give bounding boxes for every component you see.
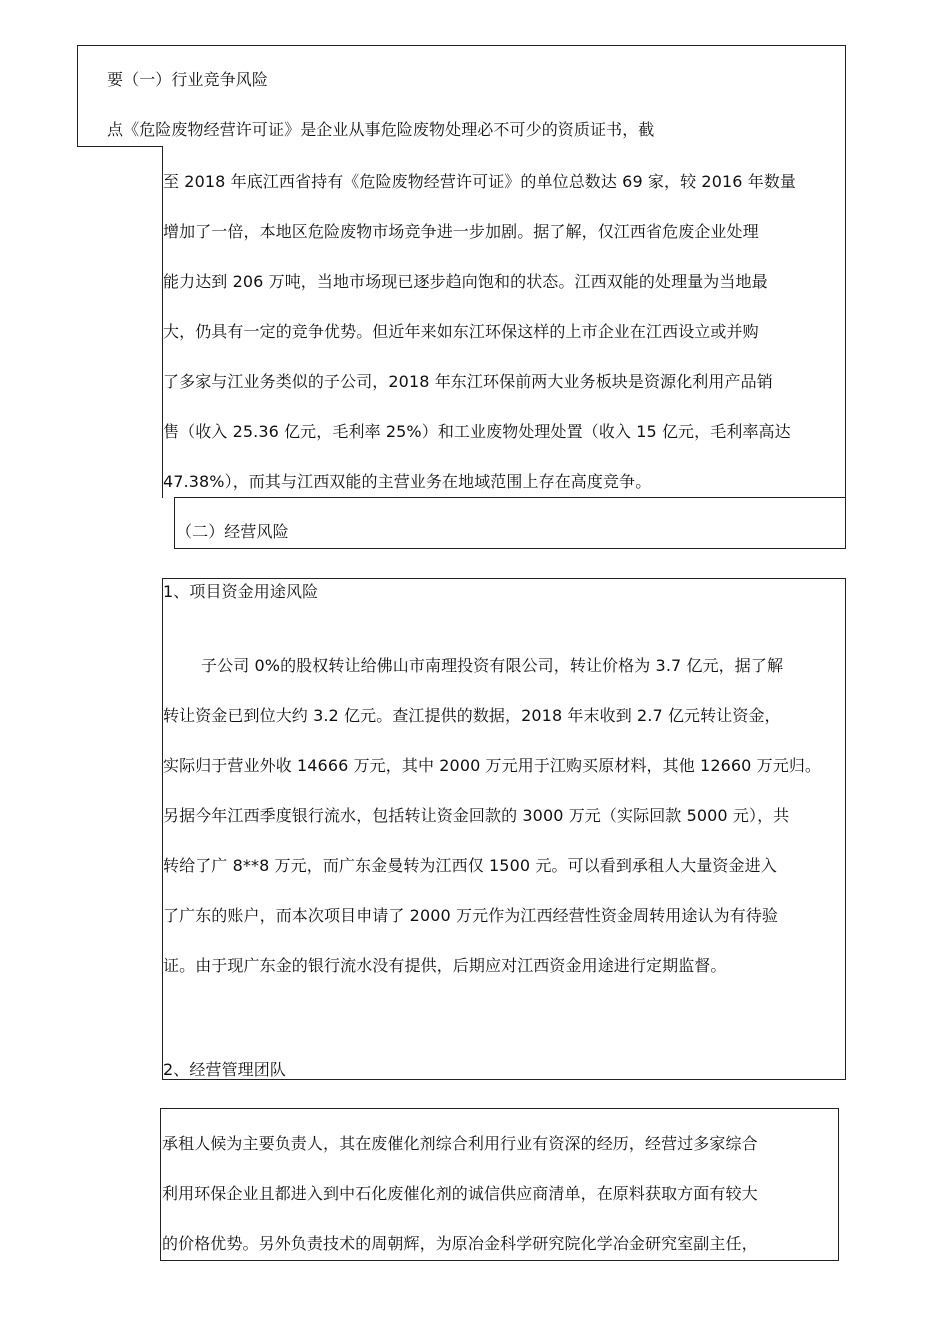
paragraph-line: 至 2018 年底江西省持有《危险废物经营许可证》的单位总数达 69 家，较 2016 年数量 [163,172,797,191]
paragraph-line: 增加了一倍，本地区危险废物市场竞争进一步加剧。据了解，仅江西省危废企业处理 [163,222,759,241]
paragraph-line: 大，仍具有一定的竞争优势。但近年来如东江环保这样的上市企业在江西设立或并购 [163,322,759,341]
section-2-heading: （二）经营风险 [176,522,289,541]
paragraph-line: 子公司 0%的股权转让给佛山市南理投资有限公司，转让价格为 3.7 亿元，据了解 [201,656,784,675]
paragraph-line: 的价格优势。另外负责技术的周朝辉，为原冶金科学研究院化学冶金研究室副主任， [162,1234,758,1253]
section-2-1-box [162,578,846,1080]
paragraph-line: 了广东的账户，而本次项目申请了 2000 万元作为江西经营性资金周转用途认为有待验 [163,906,778,925]
paragraph-line: 转让资金已到位大约 3.2 亿元。查江提供的数据，2018 年末收到 2.7 亿元转让资金， [163,706,781,725]
section-1-heading: 要（一）行业竞争风险 [107,70,269,89]
paragraph-line: 另据今年江西季度银行流水，包括转让资金回款的 3000 万元（实际回款 5000 元），共 [163,806,790,825]
paragraph-line: 承租人候为主要负责人，其在废催化剂综合利用行业有资深的经历，经营过多家综合 [162,1134,758,1153]
paragraph-line: 了多家与江业务类似的子公司，2018 年东江环保前两大业务板块是资源化利用产品销 [163,372,773,391]
paragraph-line: 利用环保企业且都进入到中石化废催化剂的诚信供应商清单，在原料获取方面有较大 [162,1184,758,1203]
paragraph-line: 售（收入 25.36 亿元，毛利率 25%）和工业废物处理处置（收入 15 亿元，毛利率高达 [163,422,791,441]
paragraph-line: 能力达到 206 万吨，当地市场现已逐步趋向饱和的状态。江西双能的处理量为当地最 [163,272,768,291]
section-1-header-divider [77,146,163,147]
paragraph-line: 转给了广 8**8 万元，而广东金曼转为江西仅 1500 元。可以看到承租人大量资金进入 [163,856,777,875]
section-2-2-heading: 2、经营管理团队 [163,1060,286,1079]
paragraph-line: 实际归于营业外收 14666 万元，其中 2000 万元用于江购买原材料，其他 12660 万元归。 [163,756,822,775]
paragraph-line: 47.38%），而其与江西双能的主营业务在地域范围上存在高度竞争。 [163,472,652,491]
section-1-lead-line: 点《危险废物经营许可证》是企业从事危险废物处理必不可少的资质证书，截 [107,120,655,139]
paragraph-line: 证。由于现广东金的银行流水没有提供，后期应对江西资金用途进行定期监督。 [163,956,727,975]
section-2-1-heading: 1、项目资金用途风险 [163,582,319,601]
